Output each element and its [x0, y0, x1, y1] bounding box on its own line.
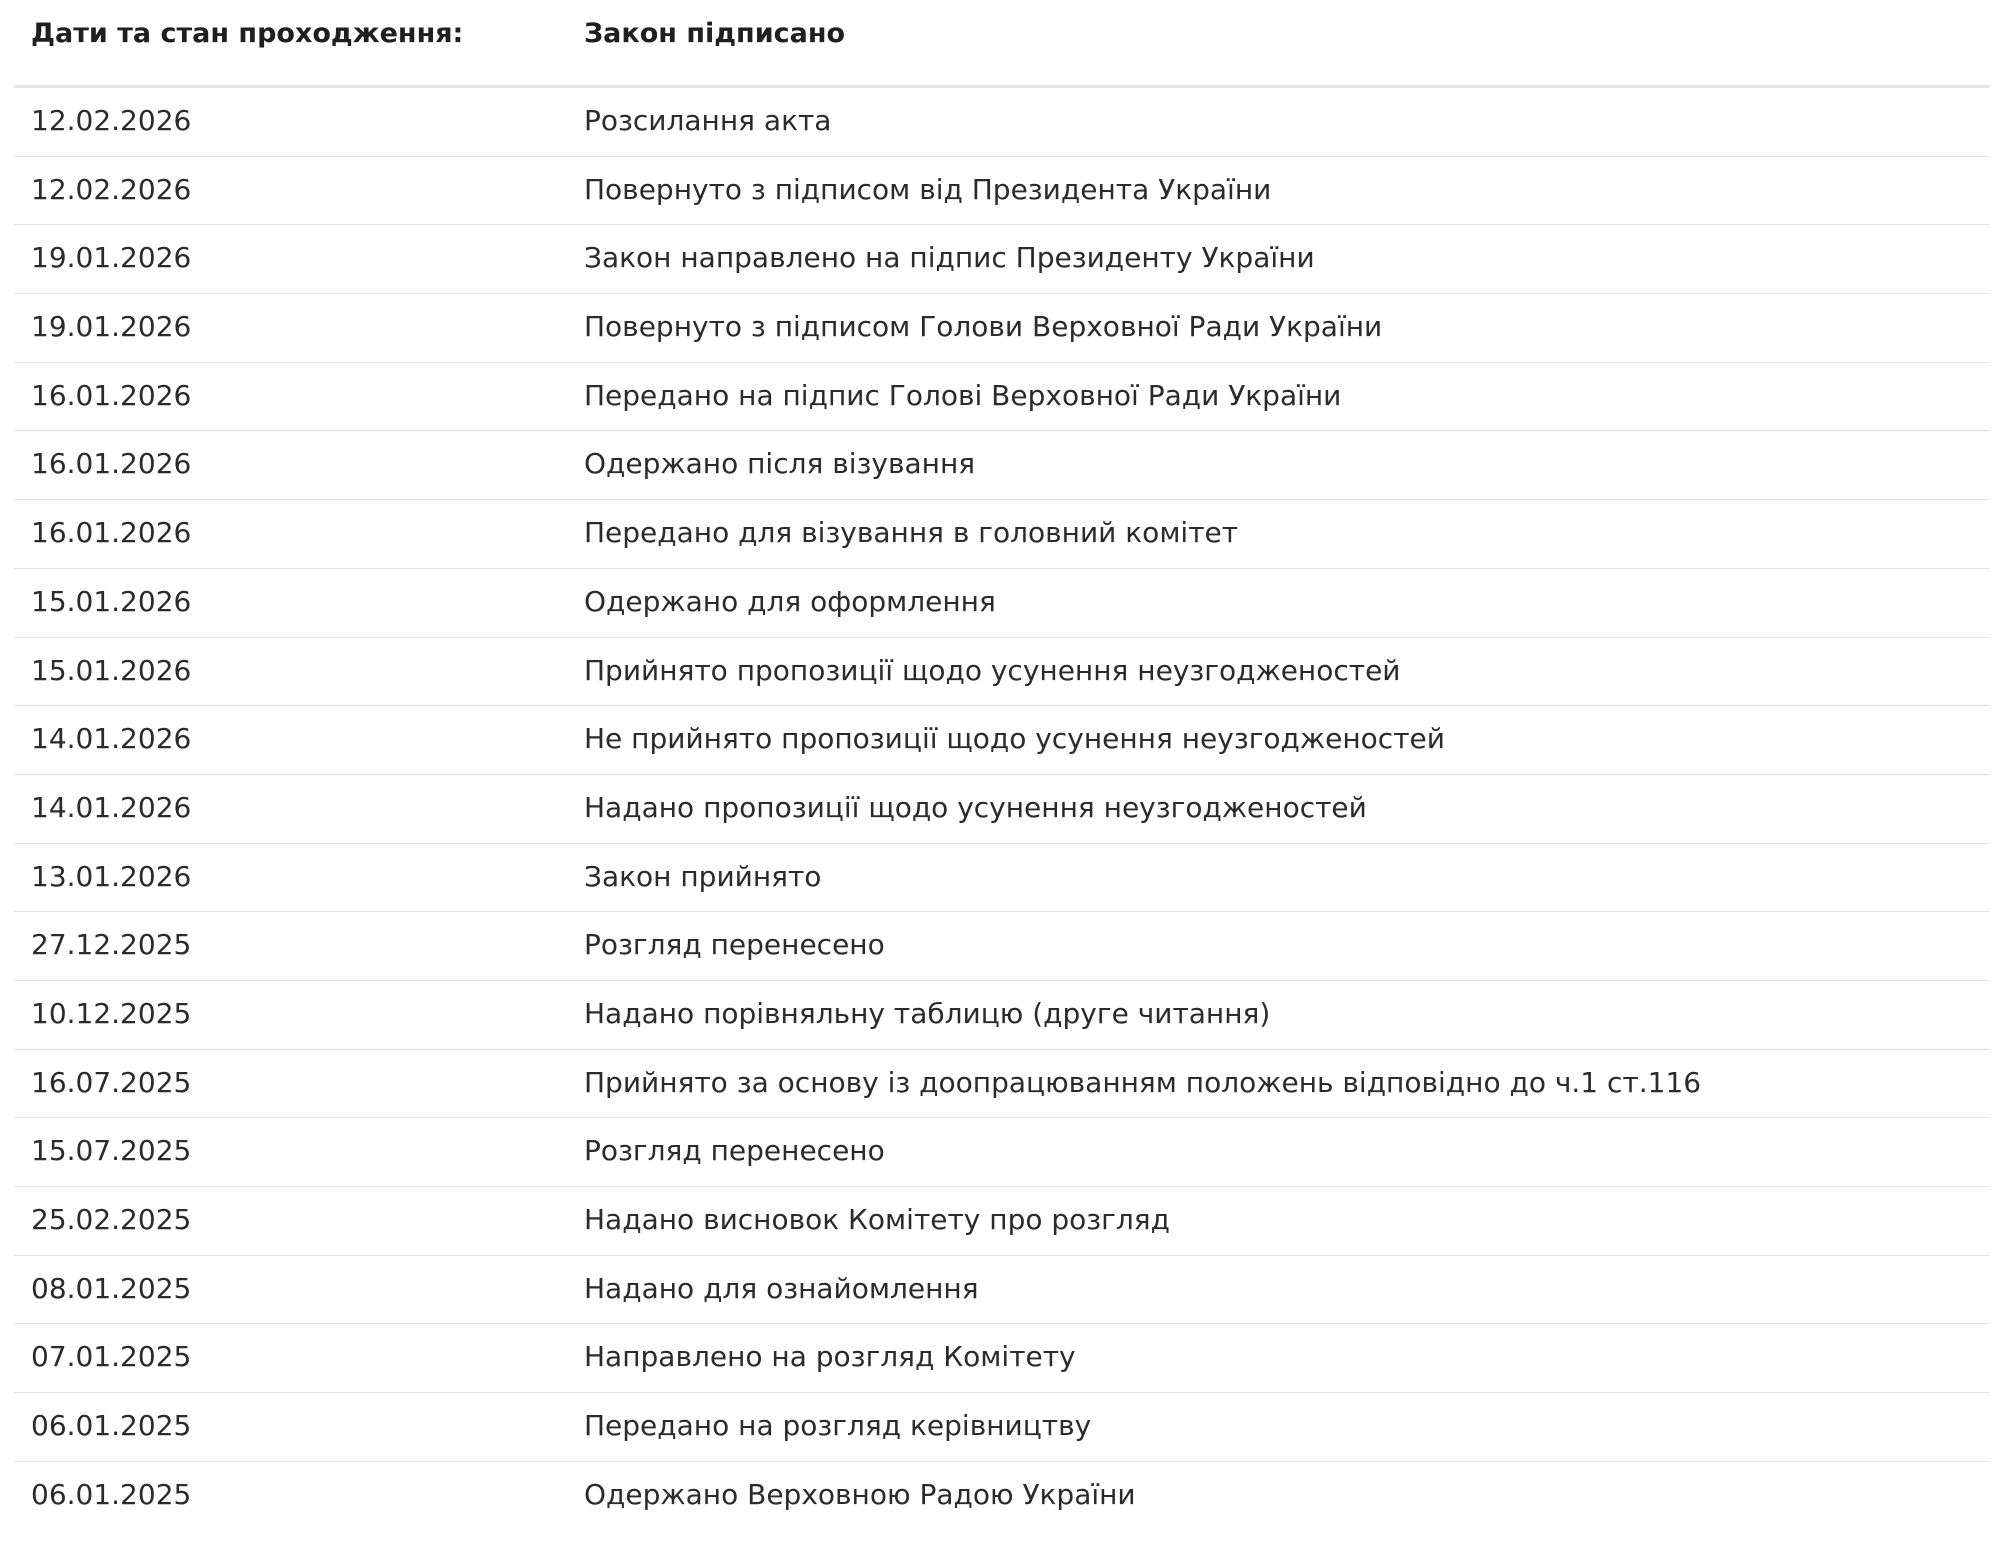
- table-row: [14, 88, 1990, 157]
- table-row: [14, 225, 1990, 294]
- table-row: [14, 363, 1990, 432]
- table-row: [14, 294, 1990, 363]
- table-row: [14, 1393, 1990, 1462]
- row-date: 27.12.2025: [31, 928, 192, 962]
- table-body: [14, 88, 1990, 1530]
- row-date: 16.01.2026: [31, 447, 192, 481]
- table-row: [14, 912, 1990, 981]
- row-date: 08.01.2025: [31, 1271, 192, 1305]
- row-date: 19.01.2026: [31, 241, 192, 275]
- table-row: [14, 1118, 1990, 1187]
- row-status: Направлено на розгляд Комітету: [584, 1340, 1076, 1374]
- row-status: Розсилання акта: [584, 104, 832, 137]
- row-status: Одержано після візування: [584, 447, 976, 481]
- row-date: 12.02.2026: [31, 104, 192, 137]
- table-row: [14, 638, 1990, 707]
- table-row: [14, 569, 1990, 638]
- row-date: 19.01.2026: [31, 310, 192, 344]
- row-date: 14.01.2026: [31, 790, 192, 824]
- row-status: Одержано для оформлення: [584, 584, 996, 618]
- dates-column-header: Дати та стан проходження:: [31, 18, 464, 49]
- row-status: Закон прийнято: [584, 859, 822, 893]
- table-row: [14, 157, 1990, 226]
- row-date: 16.07.2025: [31, 1065, 192, 1099]
- row-status: Передано на підпис Голові Верховної Ради України: [584, 378, 1342, 412]
- row-status: Прийнято за основу із доопрацюванням положень відповідно до ч.1 ст.116: [584, 1065, 1702, 1099]
- row-date: 10.12.2025: [31, 996, 192, 1030]
- table-row: [14, 1462, 1990, 1531]
- row-status: Передано на розгляд керівництву: [584, 1409, 1092, 1443]
- table-row: [14, 431, 1990, 500]
- row-date: 06.01.2025: [31, 1477, 192, 1511]
- row-status: Надано порівняльну таблицю (друге читання): [584, 996, 1271, 1030]
- status-column-header: Закон підписано: [584, 18, 846, 49]
- row-date: 25.02.2025: [31, 1203, 192, 1236]
- row-date: 16.01.2026: [31, 516, 192, 550]
- row-date: 16.01.2026: [31, 378, 192, 412]
- row-status: Закон направлено на підпис Президенту України: [584, 241, 1315, 275]
- row-status: Розгляд перенесено: [584, 1134, 885, 1168]
- row-date: 06.01.2025: [31, 1409, 192, 1443]
- row-date: 15.07.2025: [31, 1134, 192, 1168]
- bill-progress-table: [14, 0, 1990, 1530]
- table-row: [14, 775, 1990, 844]
- row-date: 15.01.2026: [31, 653, 192, 687]
- table-row: [14, 981, 1990, 1050]
- row-status: Передано для візування в головний комітет: [584, 516, 1239, 550]
- table-row: [14, 1256, 1990, 1325]
- row-date: 07.01.2025: [31, 1340, 192, 1374]
- row-date: 15.01.2026: [31, 584, 192, 618]
- table-header: [14, 0, 1990, 88]
- row-status: Одержано Верховною Радою України: [584, 1477, 1136, 1511]
- row-status: Не прийнято пропозиції щодо усунення неузгодженостей: [584, 722, 1445, 756]
- row-status: Надано для ознайомлення: [584, 1271, 979, 1305]
- table-row: [14, 706, 1990, 775]
- table-row: [14, 844, 1990, 913]
- row-status: Прийнято пропозиції щодо усунення неузгодженостей: [584, 653, 1401, 687]
- row-status: Надано пропозиції щодо усунення неузгодженостей: [584, 790, 1367, 824]
- row-status: Надано висновок Комітету про розгляд: [584, 1203, 1170, 1236]
- row-status: Повернуто з підписом від Президента України: [584, 172, 1272, 206]
- row-date: 12.02.2026: [31, 172, 192, 206]
- row-status: Розгляд перенесено: [584, 928, 885, 962]
- table-row: [14, 500, 1990, 569]
- table-row: [14, 1324, 1990, 1393]
- row-date: 13.01.2026: [31, 859, 192, 893]
- row-date: 14.01.2026: [31, 722, 192, 756]
- row-status: Повернуто з підписом Голови Верховної Ради України: [584, 310, 1383, 344]
- table-row: [14, 1187, 1990, 1256]
- table-row: [14, 1050, 1990, 1119]
